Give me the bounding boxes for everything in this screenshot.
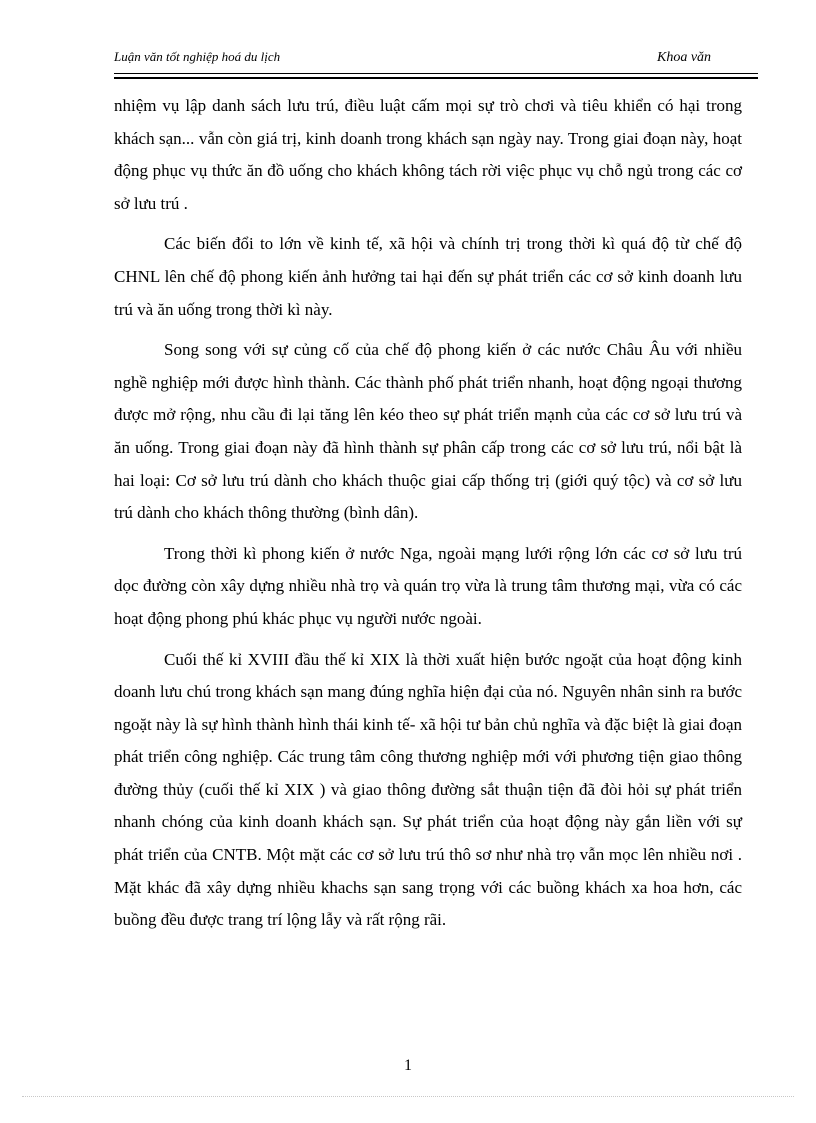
header-rule-thick: [114, 77, 758, 79]
page-header: [114, 50, 758, 80]
header-thesis-title: Luận văn tốt nghiệp hoá du lịch: [114, 49, 281, 64]
header-rule-thin: [114, 73, 758, 74]
paragraph-4: Trong thời kì phong kiến ở nước Nga, ngoài mạng lưới rộng lớn các cơ sở lưu trú dọc đường còn xây dựng nhiều nhà trọ và quán trọ vừa là trung tâm thương mại, vừa có các hoạt động phong phú khác phục vụ người nước ngoài.: [114, 543, 742, 628]
paragraph-3: Song song với sự củng cố của chế độ phong kiến ở các nước Châu Âu với nhiều nghề nghiệp mới được hình thành. Các thành phố phát triển nhanh, hoạt động ngoại thương được mở rộng, nhu cầu đi lại tăng lên kéo theo sự phát triển mạnh của các cơ sở lưu trú và ăn uống. Trong giai đoạn này đã hình thành sự phân cấp trong các cơ sở lưu trú, nổi bật là hai loại: Cơ sở lưu trú dành cho khách thuộc giai cấp thống trị (giới quý tộc) và cơ sở lưu trú dành cho khách thông thường (bình dân).: [114, 340, 742, 523]
body-text: [114, 90, 742, 945]
header-faculty-name: Khoa văn: [657, 50, 712, 65]
paragraph-5: Cuối thế kỉ XVIII đầu thế kỉ XIX là thời xuất hiện bước ngoặt của hoạt động kinh doanh lưu chú trong khách sạn mang đúng nghĩa hiện đại của nó. Nguyên nhân sinh ra bước ngoặt này là sự hình thành hình thái kinh tế- xã hội tư bản chủ nghĩa và đặc biệt là giai đoạn phát triển công nghiệp. Các trung tâm công thương nghiệp mới với phương tiện giao thông đường thủy (cuối thế kỉ XIX ) và giao thông đường sắt thuận tiện đã đòi hỏi sự phát triển nhanh chóng của kinh doanh khách sạn. Sự phát triển của hoạt động này gắn liền với sự phát triển của CNTB. Một mặt các cơ sở lưu trú thô sơ như nhà trọ vẫn mọc lên nhiều nơi . Mặt khác đã xây dựng nhiều khachs sạn sang trọng với các buồng khách xa hoa hơn, các buồng đều được trang trí lộng lẫy và rất rộng rãi.: [114, 649, 742, 930]
paragraph-1: nhiệm vụ lập danh sách lưu trú, điều luật cấm mọi sự trò chơi và tiêu khiển có hại trong khách sạn... vẫn còn giá trị, kinh doanh trong khách sạn ngày nay. Trong giai đoạn này, hoạt động phục vụ thức ăn đồ uống cho khách không tách rời việc phục vụ chỗ ngủ trong các cơ sở lưu trú .: [114, 96, 742, 213]
page-number: 1: [404, 1057, 412, 1074]
paragraph-2: Các biến đổi to lớn về kinh tế, xã hội và chính trị trong thời kì quá độ từ chế độ CHNL lên chế độ phong kiến ảnh hưởng tai hại đến sự phát triển các cơ sở kinh doanh lưu trú và ăn uống trong thời kì này.: [114, 234, 742, 319]
page-boundary-rule: [22, 1096, 794, 1097]
